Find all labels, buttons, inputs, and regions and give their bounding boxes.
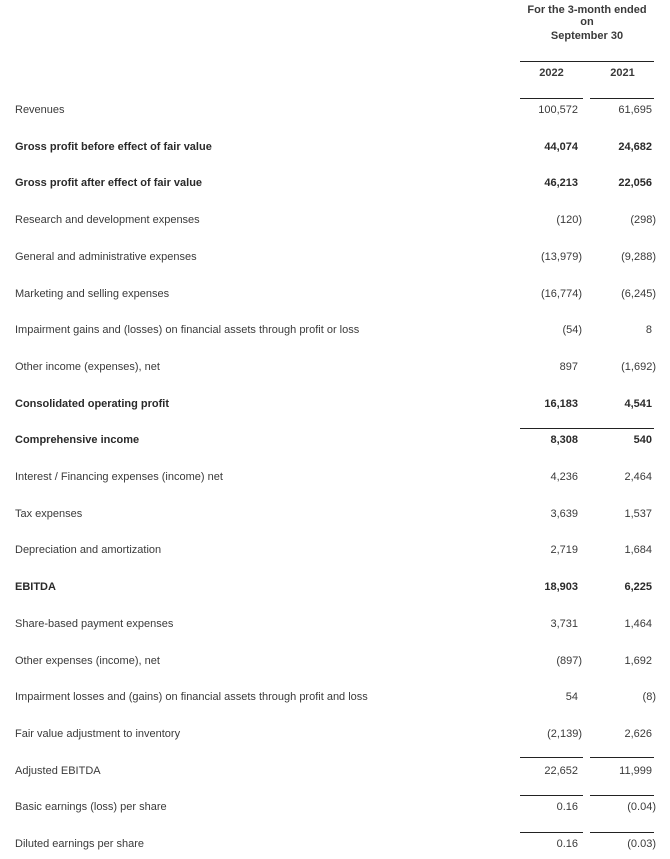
- value-2022: 0.16: [556, 801, 578, 814]
- row-label: Adjusted EBITDA: [15, 764, 101, 777]
- row-label: Impairment losses and (gains) on financial assets through profit and loss: [15, 691, 368, 704]
- row-label: Marketing and selling expenses: [15, 287, 170, 300]
- table-row: [0, 324, 670, 344]
- value-2021: 1,537: [624, 507, 652, 520]
- value-2022: (13,979): [541, 250, 582, 263]
- table-row: [0, 177, 670, 197]
- table-row: [0, 618, 670, 638]
- column-rule-2022: [520, 98, 583, 99]
- value-2021: 2,626: [624, 727, 652, 740]
- row-label: Gross profit after effect of fair value: [15, 177, 203, 190]
- value-2021: 6,225: [624, 581, 652, 594]
- header-top-rule: [520, 61, 654, 62]
- diluted-eps-rule-2022: [520, 832, 583, 833]
- table-row: [0, 728, 670, 748]
- table-row: [0, 508, 670, 528]
- value-2022: 4,236: [550, 471, 578, 483]
- value-2022: 100,572: [538, 104, 578, 116]
- row-label: Comprehensive income: [15, 434, 140, 447]
- table-row: [0, 765, 670, 785]
- period-header-line1: For the 3-month ended on: [527, 4, 647, 28]
- value-2021: (6,245): [621, 287, 656, 300]
- value-2022: 22,652: [544, 764, 578, 777]
- value-2021: (9,288): [621, 250, 656, 263]
- value-2021: (0.04): [627, 801, 656, 814]
- value-2022: 0.16: [556, 838, 578, 850]
- value-2021: 1,692: [624, 654, 652, 667]
- basic-eps-rule-2021: [590, 795, 654, 796]
- adjusted-ebitda-rule-2022: [520, 757, 583, 758]
- table-row: [0, 544, 670, 564]
- table-row: [0, 434, 670, 454]
- table-row: [0, 398, 670, 418]
- table-row: [0, 581, 670, 601]
- value-2021: (8): [642, 691, 656, 704]
- row-label: Fair value adjustment to inventory: [15, 727, 181, 740]
- value-2022: 8,308: [550, 434, 578, 447]
- row-label: Diluted earnings per share: [15, 838, 145, 850]
- value-2022: 2,719: [550, 544, 578, 557]
- column-rule-2021: [590, 98, 654, 99]
- row-label: Tax expenses: [15, 507, 83, 520]
- table-row: [0, 691, 670, 711]
- value-2022: 16,183: [544, 397, 578, 410]
- table-row: [0, 838, 670, 858]
- adjusted-ebitda-rule-2021: [590, 757, 654, 758]
- row-label: Research and development expenses: [15, 214, 200, 227]
- table-row: [0, 288, 670, 308]
- value-2021: 11,999: [619, 764, 652, 777]
- value-2022: (120): [556, 214, 582, 227]
- column-header-2022: 2022: [539, 67, 564, 79]
- row-label: Basic earnings (loss) per share: [15, 801, 167, 814]
- value-2022: 54: [565, 691, 578, 704]
- value-2021: 61,695: [618, 104, 652, 116]
- comprehensive-income-rule: [520, 428, 654, 429]
- value-2022: 3,731: [550, 617, 578, 630]
- row-label: EBITDA: [15, 581, 56, 594]
- table-row: [0, 214, 670, 234]
- value-2021: 8: [645, 324, 652, 337]
- row-label: Depreciation and amortization: [15, 544, 162, 557]
- value-2021: (298): [630, 214, 656, 227]
- row-label: Other income (expenses), net: [15, 360, 160, 373]
- value-2022: 44,074: [544, 140, 578, 153]
- value-2022: 897: [559, 360, 578, 373]
- value-2022: 18,903: [544, 581, 578, 594]
- value-2021: 2,464: [624, 471, 652, 483]
- table-row: [0, 655, 670, 675]
- value-2021: 1,684: [624, 544, 652, 557]
- value-2022: (2,139): [547, 727, 582, 740]
- row-label: Interest / Financing expenses (income) net: [15, 471, 223, 483]
- value-2021: 24,682: [618, 140, 652, 153]
- table-row: [0, 361, 670, 381]
- table-row: [0, 104, 670, 124]
- value-2022: (16,774): [541, 287, 582, 300]
- value-2021: (1,692): [621, 360, 656, 373]
- value-2021: 22,056: [618, 177, 652, 190]
- column-header-2021: 2021: [610, 67, 635, 79]
- period-header-line2: September 30: [550, 30, 624, 42]
- value-2021: (0.03): [627, 838, 656, 850]
- row-label: Gross profit before effect of fair value: [15, 140, 212, 153]
- row-label: Consolidated operating profit: [15, 397, 169, 410]
- value-2022: 46,213: [544, 177, 578, 190]
- value-2021: 1,464: [624, 617, 652, 630]
- row-label: Other expenses (income), net: [15, 654, 160, 667]
- value-2022: (897): [556, 654, 582, 667]
- row-label: General and administrative expenses: [15, 250, 197, 263]
- row-label: Impairment gains and (losses) on financial assets through profit or loss: [15, 324, 360, 337]
- value-2022: (54): [562, 324, 582, 337]
- row-label: Revenues: [15, 104, 65, 116]
- row-label: Share-based payment expenses: [15, 617, 174, 630]
- table-row: [0, 471, 670, 491]
- table-row: [0, 801, 670, 821]
- basic-eps-rule-2022: [520, 795, 583, 796]
- table-row: [0, 141, 670, 161]
- value-2021: 540: [633, 434, 652, 447]
- value-2022: 3,639: [550, 507, 578, 520]
- table-row: [0, 251, 670, 271]
- diluted-eps-rule-2021: [590, 832, 654, 833]
- value-2021: 4,541: [624, 397, 652, 410]
